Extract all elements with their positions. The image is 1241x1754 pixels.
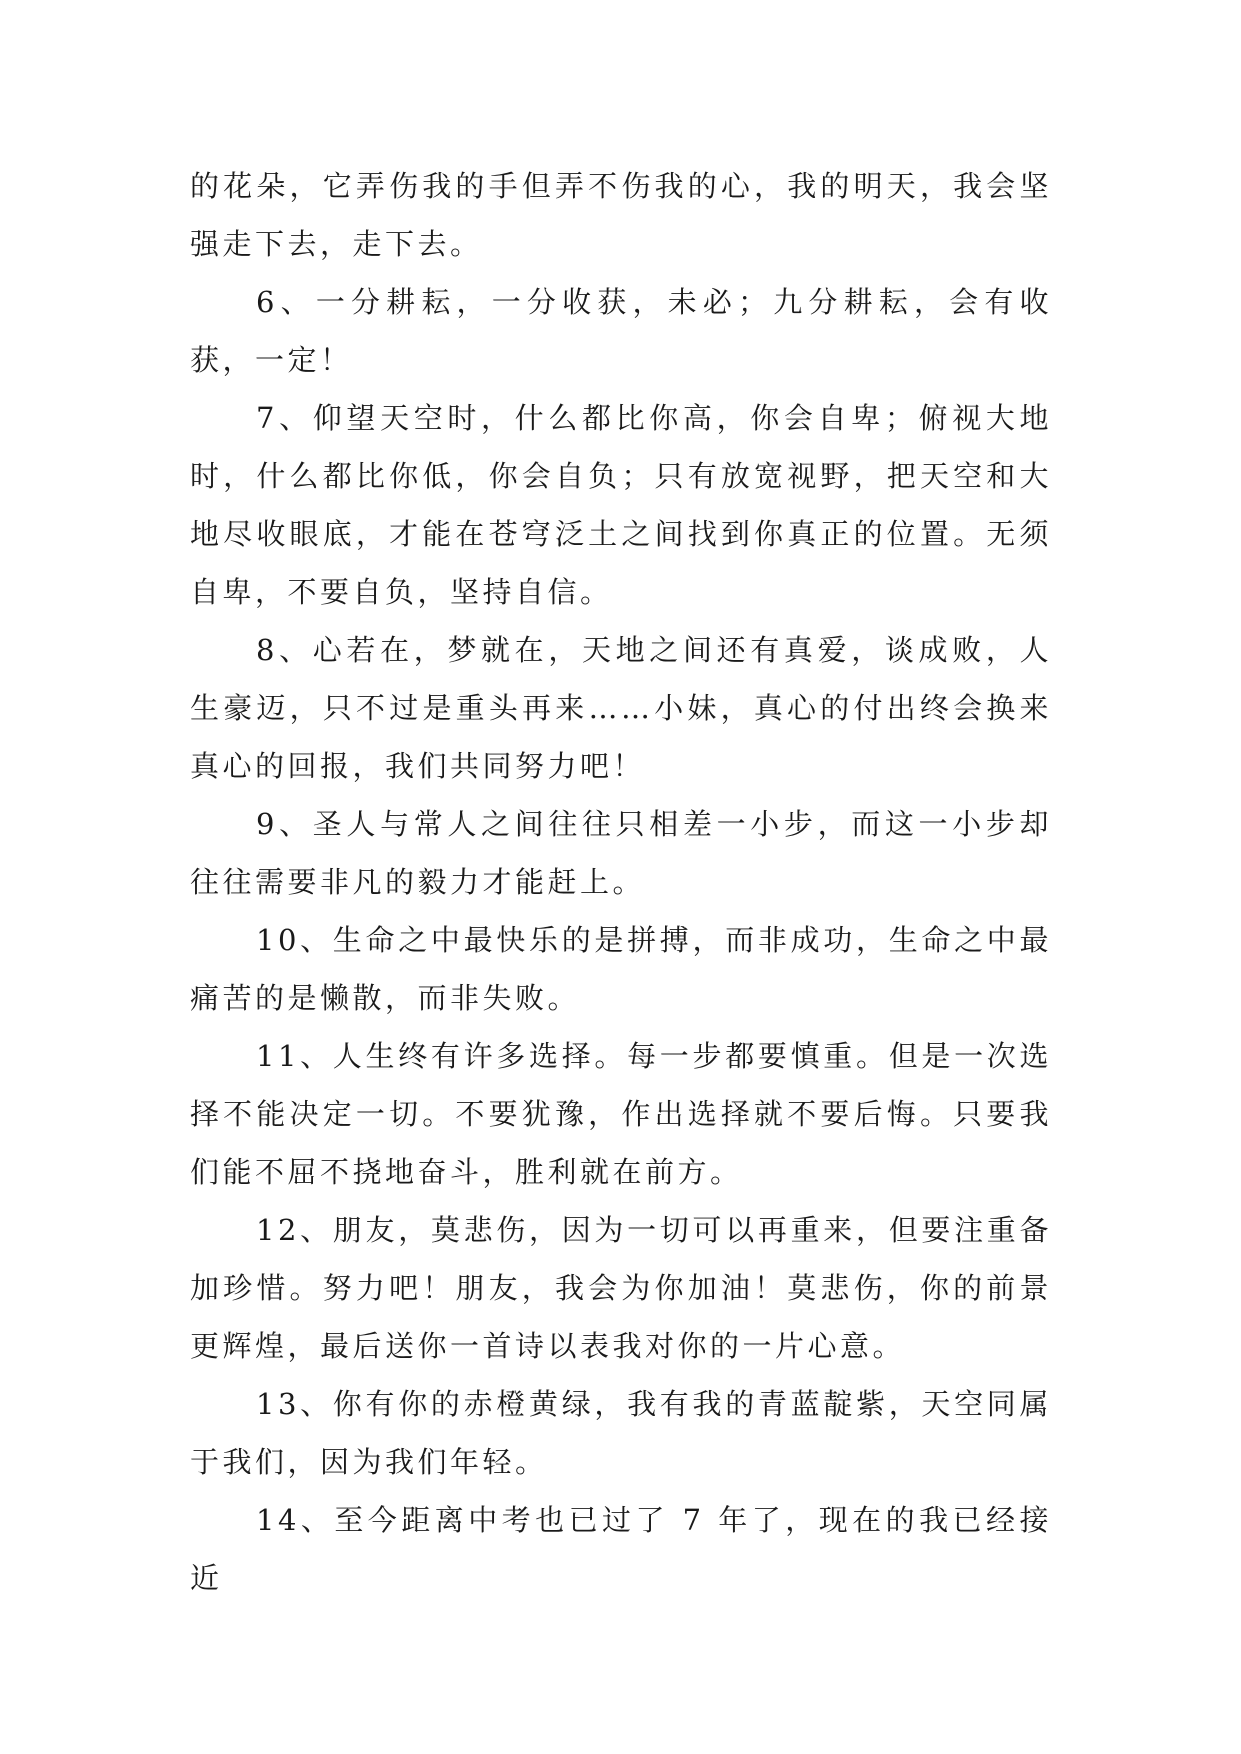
- paragraph-item-7: 7、仰望天空时，什么都比你高，你会自卑；俯视大地时，什么都比你低，你会自负；只有放宽视野，把天空和大地尽收眼底，才能在苍穹泛土之间找到你真正的位置。无须自卑，不要自负，坚持自信。: [190, 401, 1052, 609]
- paragraph-item-9: 9、圣人与常人之间往往只相差一小步，而这一小步却往往需要非凡的毅力才能赶上。: [190, 807, 1052, 899]
- document-body: [190, 157, 1052, 1607]
- paragraph-item-8: 8、心若在，梦就在，天地之间还有真爱，谈成败，人生豪迈，只不过是重头再来……小妹，真心的付出终会换来真心的回报，我们共同努力吧！: [190, 633, 1052, 783]
- paragraph-item-6: 6、一分耕耘，一分收获，未必；九分耕耘，会有收获，一定！: [190, 285, 1052, 377]
- paragraph-item-11: 11、人生终有许多选择。每一步都要慎重。但是一次选择不能决定一切。不要犹豫，作出选择就不要后悔。只要我们能不屈不挠地奋斗，胜利就在前方。: [190, 1039, 1052, 1189]
- paragraph-item-13: 13、你有你的赤橙黄绿，我有我的青蓝靛紫，天空同属于我们，因为我们年轻。: [190, 1387, 1052, 1479]
- paragraph-item-14: 14、至今距离中考也已过了 7 年了，现在的我已经接近: [190, 1503, 1052, 1595]
- paragraph-item-12: 12、朋友，莫悲伤，因为一切可以再重来，但要注重备加珍惜。努力吧！朋友，我会为你加油！莫悲伤，你的前景更辉煌，最后送你一首诗以表我对你的一片心意。: [190, 1213, 1052, 1363]
- paragraph-item-10: 10、生命之中最快乐的是拼搏，而非成功，生命之中最痛苦的是懒散，而非失败。: [190, 923, 1052, 1015]
- paragraph-continuation: 的花朵，它弄伤我的手但弄不伤我的心，我的明天，我会坚强走下去，走下去。: [190, 169, 1052, 261]
